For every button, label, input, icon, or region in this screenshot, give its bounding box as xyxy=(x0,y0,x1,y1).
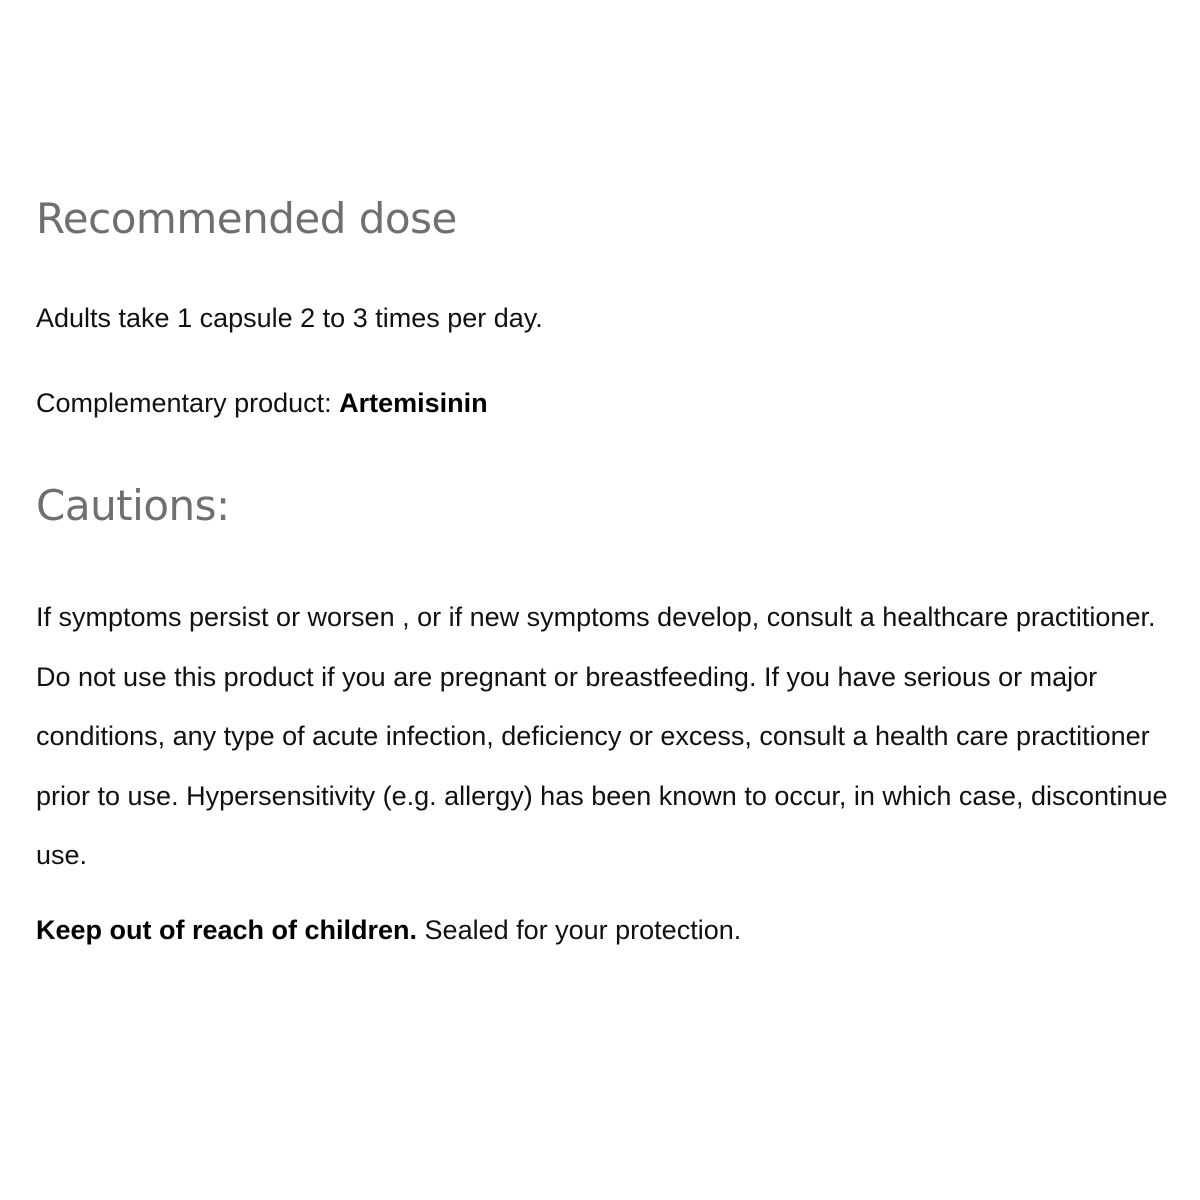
keep-out-line xyxy=(36,914,1186,946)
keep-out-warning: Keep out of reach of children. xyxy=(36,915,418,945)
complementary-product-line xyxy=(36,387,1186,419)
dose-instruction: Adults take 1 capsule 2 to 3 times per day. xyxy=(36,303,543,333)
cautions-heading: Cautions: xyxy=(36,481,230,530)
recommended-dose-heading: Recommended dose xyxy=(36,194,457,243)
sealed-note: Sealed for your protection. xyxy=(417,915,742,945)
cautions-body: If symptoms persist or worsen , or if new symptoms develop, consult a healthcare practitioner. Do not use this product if you are pregnant or breastfeeding. If you have serious or major conditions, any type of acute infection, deficiency or excess, consult a health care practitioner prior to use. Hypersensitivity (e.g. allergy) has been known to occur, in which case, discontinue use. xyxy=(36,602,1168,870)
complementary-label: Complementary product: xyxy=(36,388,340,418)
complementary-product-name: Artemisinin xyxy=(339,388,488,418)
